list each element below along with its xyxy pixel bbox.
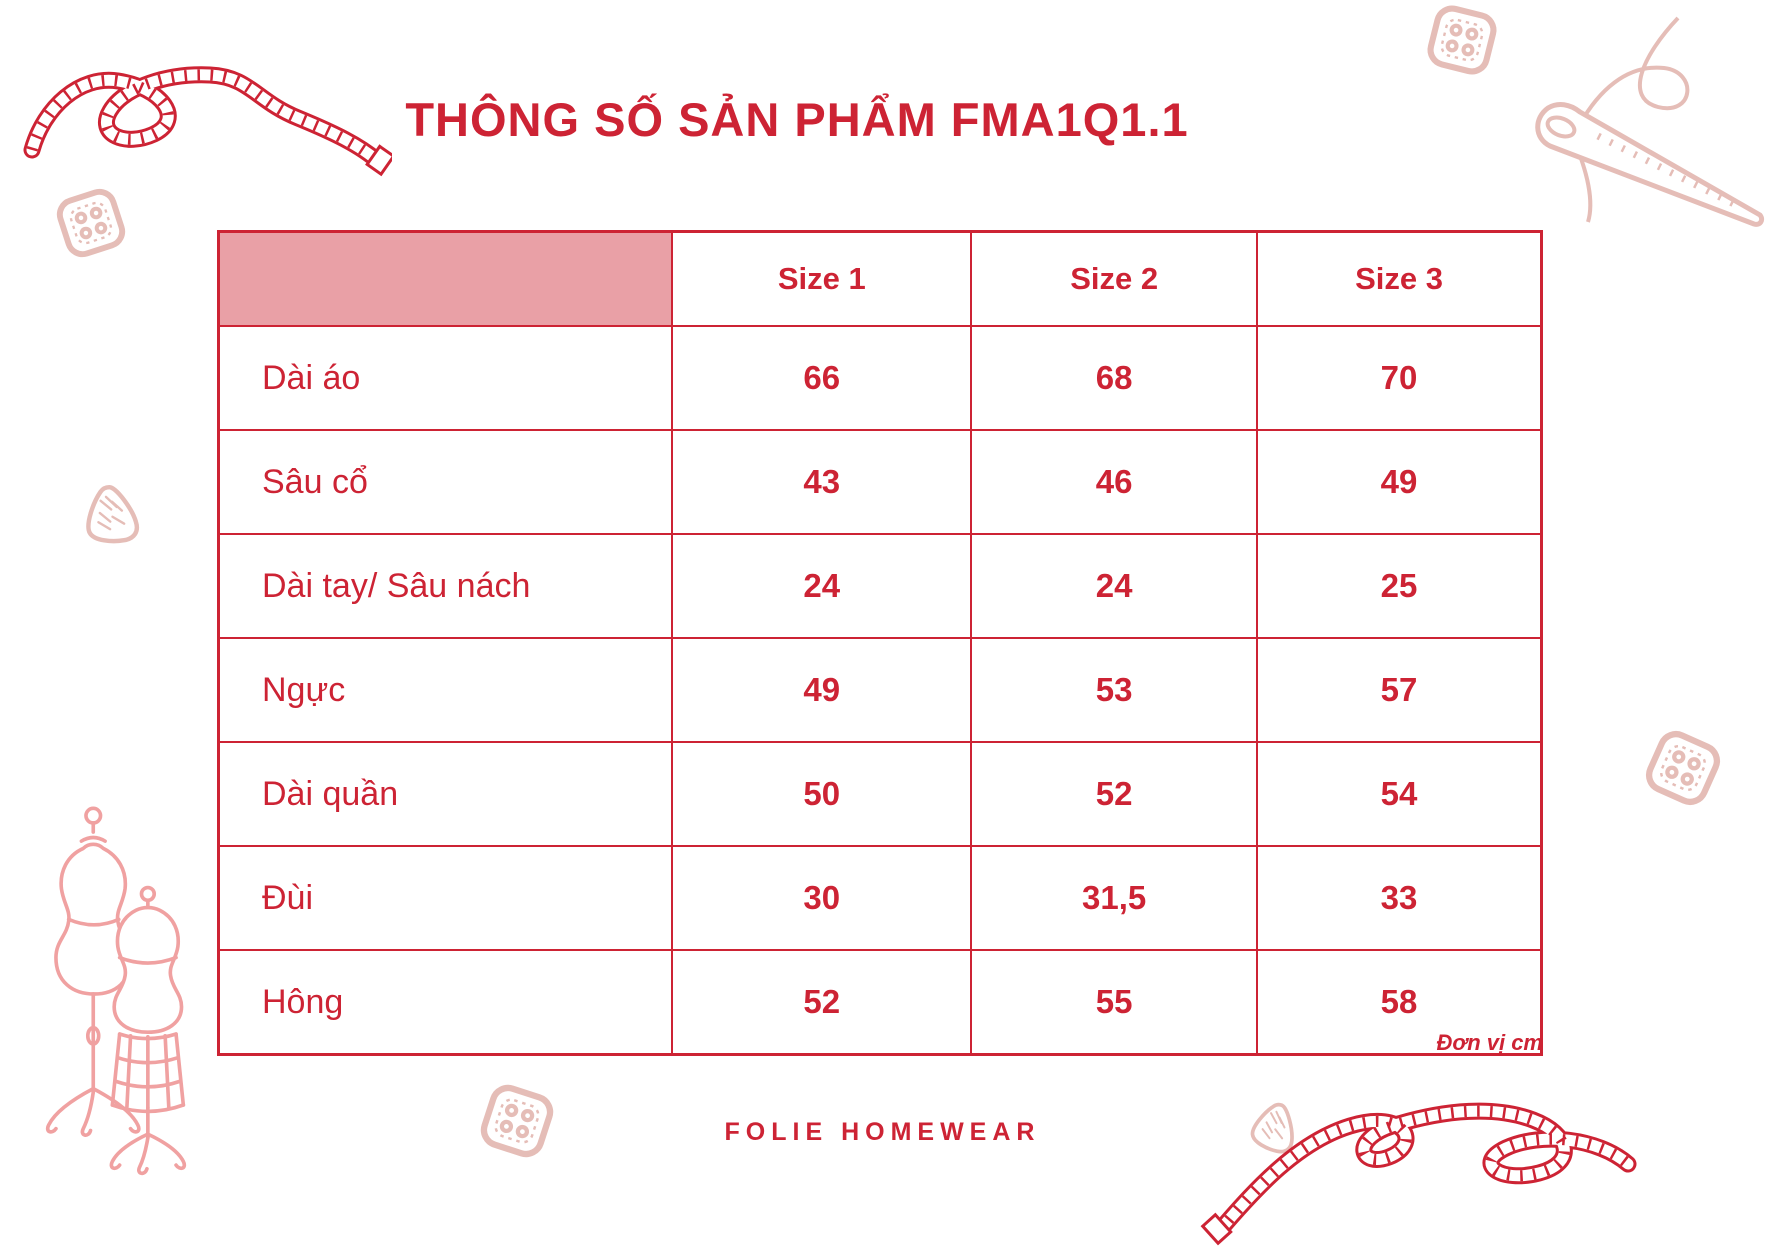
measurement-value-cell: 66 bbox=[672, 326, 971, 430]
header-row bbox=[219, 232, 1542, 327]
measurement-value-cell: 57 bbox=[1257, 638, 1541, 742]
measurement-value-cell: 53 bbox=[971, 638, 1257, 742]
size-column-header: Size 3 bbox=[1257, 232, 1541, 327]
measurement-value-cell: 46 bbox=[971, 430, 1257, 534]
measurement-value-cell: 49 bbox=[672, 638, 971, 742]
page-title: THÔNG SỐ SẢN PHẨM FMA1Q1.1 bbox=[405, 93, 1189, 146]
measurement-label-cell: Ngực bbox=[219, 638, 673, 742]
button-top-right-icon bbox=[1421, 0, 1503, 81]
measurement-value-cell: 70 bbox=[1257, 326, 1541, 430]
size-table-container bbox=[217, 230, 1543, 1056]
measurement-label-cell: Hông bbox=[219, 950, 673, 1055]
table-row bbox=[219, 534, 1542, 638]
size-table-header bbox=[219, 232, 1542, 327]
measurement-value-cell: 54 bbox=[1257, 742, 1541, 846]
measurement-value-cell: 55 bbox=[971, 950, 1257, 1055]
button-right-icon bbox=[1637, 722, 1729, 814]
size-table bbox=[217, 230, 1543, 1056]
table-row bbox=[219, 326, 1542, 430]
size-column-header: Size 1 bbox=[672, 232, 971, 327]
measurement-value-cell: 33 bbox=[1257, 846, 1541, 950]
unit-note: Đơn vị cm bbox=[1436, 1030, 1543, 1055]
measurement-value-cell: 31,5 bbox=[971, 846, 1257, 950]
measurement-label-cell: Dài áo bbox=[219, 326, 673, 430]
table-row bbox=[219, 638, 1542, 742]
table-row bbox=[219, 430, 1542, 534]
size-column-header: Size 2 bbox=[971, 232, 1257, 327]
measurement-value-cell: 25 bbox=[1257, 534, 1541, 638]
measurement-label-cell: Dài quần bbox=[219, 742, 673, 846]
measurement-label-cell: Dài tay/ Sâu nách bbox=[219, 534, 673, 638]
measurement-label-cell: Đùi bbox=[219, 846, 673, 950]
measurement-value-cell: 24 bbox=[672, 534, 971, 638]
button-top-left-icon bbox=[49, 181, 132, 264]
table-row bbox=[219, 846, 1542, 950]
measurement-value-cell: 30 bbox=[672, 846, 971, 950]
measurement-value-cell: 68 bbox=[971, 326, 1257, 430]
table-row bbox=[219, 950, 1542, 1055]
chalk-triangle-left-icon bbox=[68, 474, 154, 560]
measurement-value-cell: 49 bbox=[1257, 430, 1541, 534]
tape-measure-bottom-right-illustration bbox=[1200, 1068, 1645, 1253]
corner-header-cell bbox=[219, 232, 673, 327]
measurement-value-cell: 52 bbox=[672, 950, 971, 1055]
size-table-body bbox=[219, 326, 1542, 1055]
measurement-value-cell: 58 bbox=[1257, 950, 1541, 1055]
measurement-value-cell: 50 bbox=[672, 742, 971, 846]
table-row bbox=[219, 742, 1542, 846]
measurement-value-cell: 52 bbox=[971, 742, 1257, 846]
measurement-label-cell: Sâu cổ bbox=[219, 430, 673, 534]
measurement-value-cell: 43 bbox=[672, 430, 971, 534]
measurement-value-cell: 24 bbox=[971, 534, 1257, 638]
brand-name: FOLIE HOMEWEAR bbox=[724, 1118, 1041, 1146]
